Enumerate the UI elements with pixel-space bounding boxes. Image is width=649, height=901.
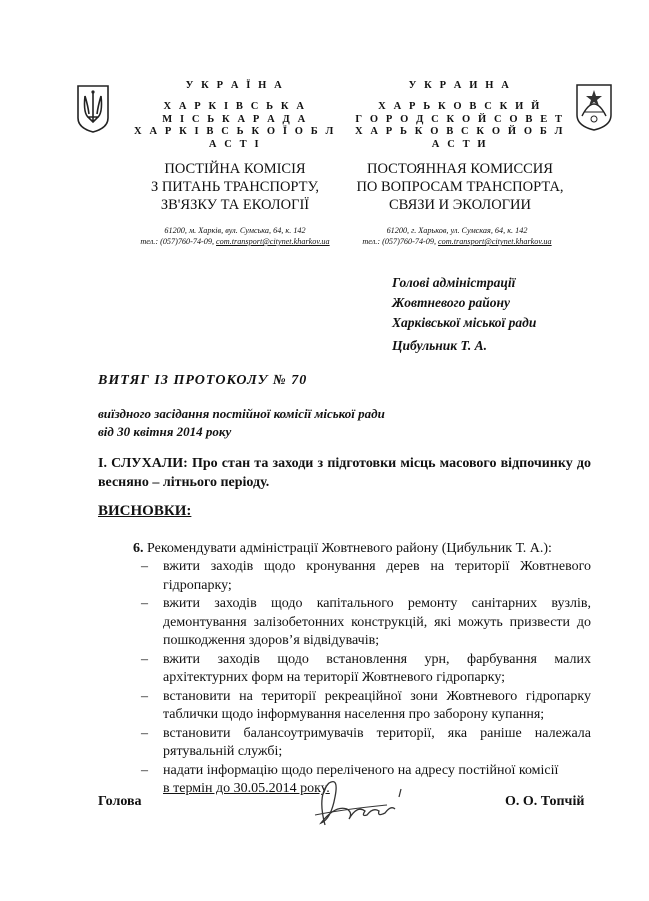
ukraine-trident-emblem bbox=[76, 84, 110, 134]
header-country-ru: У К Р А И Н А bbox=[408, 80, 512, 91]
conclusions-label: ВИСНОВКИ: bbox=[98, 503, 192, 519]
council-ru-line: Х А Р Ь К О В С К И Й bbox=[378, 101, 542, 112]
commission-ua-line: З ПИТАНЬ ТРАНСПОРТУ, bbox=[150, 179, 320, 195]
list-item-text: вжити заходів щодо встановлення урн, фарбування малих архітектурних форм на території Жовтневого гідропарку; bbox=[163, 651, 591, 685]
list-item-text: надати інформацію щодо переліченого на адресу постійної комісії bbox=[163, 762, 559, 778]
commission-title-ru bbox=[345, 160, 575, 214]
list-item bbox=[141, 725, 591, 762]
signature-name: О. О. Топчій bbox=[505, 794, 585, 809]
header-council-ua bbox=[130, 101, 340, 151]
address-ru-contacts bbox=[350, 236, 564, 247]
commission-ua-line: ПОСТІЙНА КОМІСІЯ bbox=[164, 161, 306, 177]
list-item-text: вжити заходів щодо капітального ремонту санітарних вузлів, демонтування залізобетонних конструкцій, які можуть призвести до пошкодження здоров’я відвідувачів; bbox=[163, 596, 591, 648]
dash-bullet: – bbox=[141, 651, 148, 667]
recipient-name: Цибульник Т. А. bbox=[392, 338, 488, 353]
meeting-info bbox=[98, 405, 478, 441]
council-ua-line: Х А Р К І В С Ь К О Ї О Б Л А С Т І bbox=[134, 126, 336, 150]
meeting-line: від 30 квітня 2014 року bbox=[98, 424, 232, 439]
commission-ru-line: ПО ВОПРОСАМ ТРАНСПОРТА, bbox=[356, 179, 564, 195]
recipient-line: Харківської міської ради bbox=[392, 315, 537, 330]
list-item bbox=[141, 558, 591, 595]
dash-bullet: – bbox=[141, 725, 148, 741]
list-item-text: встановити на території рекреаційної зони Жовтневого гідропарку таблички щодо інформування населення про заборону купання; bbox=[163, 688, 591, 722]
conclusion-point bbox=[133, 540, 603, 559]
heard-section: І. СЛУХАЛИ: Про стан та заходи з підготовки місць масового відпочинку до весняно – літнього періоду. bbox=[98, 456, 591, 490]
address-ua-street: 61200, м. Харків, вул. Сумська, 64, к. 142 bbox=[164, 226, 306, 235]
address-ua bbox=[128, 225, 342, 247]
council-ua-line: Х А Р К І В С Ь К А bbox=[163, 101, 307, 112]
kharkiv-coat-of-arms bbox=[574, 82, 614, 132]
list-item bbox=[141, 651, 591, 688]
council-ua-line: М І С Ь К А Р А Д А bbox=[162, 113, 308, 125]
recipient-block bbox=[392, 273, 622, 333]
email-link-ua[interactable]: com.transport@citynet.kharkov.ua bbox=[216, 237, 330, 246]
document-title: ВИТЯГ ІЗ ПРОТОКОЛУ № 70 bbox=[98, 373, 308, 388]
recipient-line: Голові адміністрації bbox=[392, 275, 516, 290]
phone-ua: тел.: (057)760-74-09, bbox=[140, 237, 214, 246]
email-link-ru[interactable]: com.transport@citynet.kharkov.ua bbox=[438, 237, 552, 246]
header-country-ua: У К Р А Ї Н А bbox=[185, 80, 285, 91]
address-ru-street: 61200, г. Харьков, ул. Сумская, 64, к. 142 bbox=[386, 226, 528, 235]
council-ru-line: Х А Р Ь К О В С К О Й О Б Л А С Т И bbox=[354, 126, 566, 150]
point-intro: Рекомендувати адміністрації Жовтневого району (Цибульник Т. А.): bbox=[147, 541, 552, 556]
header-council-ru bbox=[350, 101, 570, 151]
point-number: 6. bbox=[133, 541, 144, 556]
handwritten-signature bbox=[295, 775, 415, 835]
signature-role: Голова bbox=[98, 794, 142, 809]
commission-title-ua bbox=[130, 160, 340, 214]
commission-ru-line: ПОСТОЯННАЯ КОМИССИЯ bbox=[367, 161, 553, 177]
address-ru bbox=[350, 225, 564, 247]
dash-bullet: – bbox=[141, 688, 148, 704]
deadline-text: в термін до 30.05.2014 року. bbox=[163, 781, 330, 796]
recipient-line: Жовтневого району bbox=[392, 295, 510, 310]
meeting-line: виїздного засідання постійної комісії міської ради bbox=[98, 406, 385, 421]
council-ru-line: Г О Р О Д С К О Й С О В Е Т bbox=[355, 113, 565, 125]
dash-bullet: – bbox=[141, 596, 148, 611]
list-item-text: встановити балансоутримувачів території, яка раніше належала рятувальній службі; bbox=[163, 725, 591, 759]
address-ua-contacts bbox=[128, 236, 342, 247]
list-item bbox=[141, 595, 591, 651]
commission-ru-line: СВЯЗИ И ЭКОЛОГИИ bbox=[388, 197, 531, 213]
recommendation-list bbox=[141, 558, 591, 799]
list-item bbox=[141, 688, 591, 725]
dash-bullet: – bbox=[141, 762, 148, 778]
phone-ru: тел.: (057)760-74-09, bbox=[362, 237, 436, 246]
dash-bullet: – bbox=[141, 559, 148, 574]
commission-ua-line: ЗВ'ЯЗКУ ТА ЕКОЛОГІЇ bbox=[160, 197, 310, 213]
list-item-text: вжити заходів щодо кронування дерев на території Жовтневого гідропарку; bbox=[163, 559, 591, 593]
